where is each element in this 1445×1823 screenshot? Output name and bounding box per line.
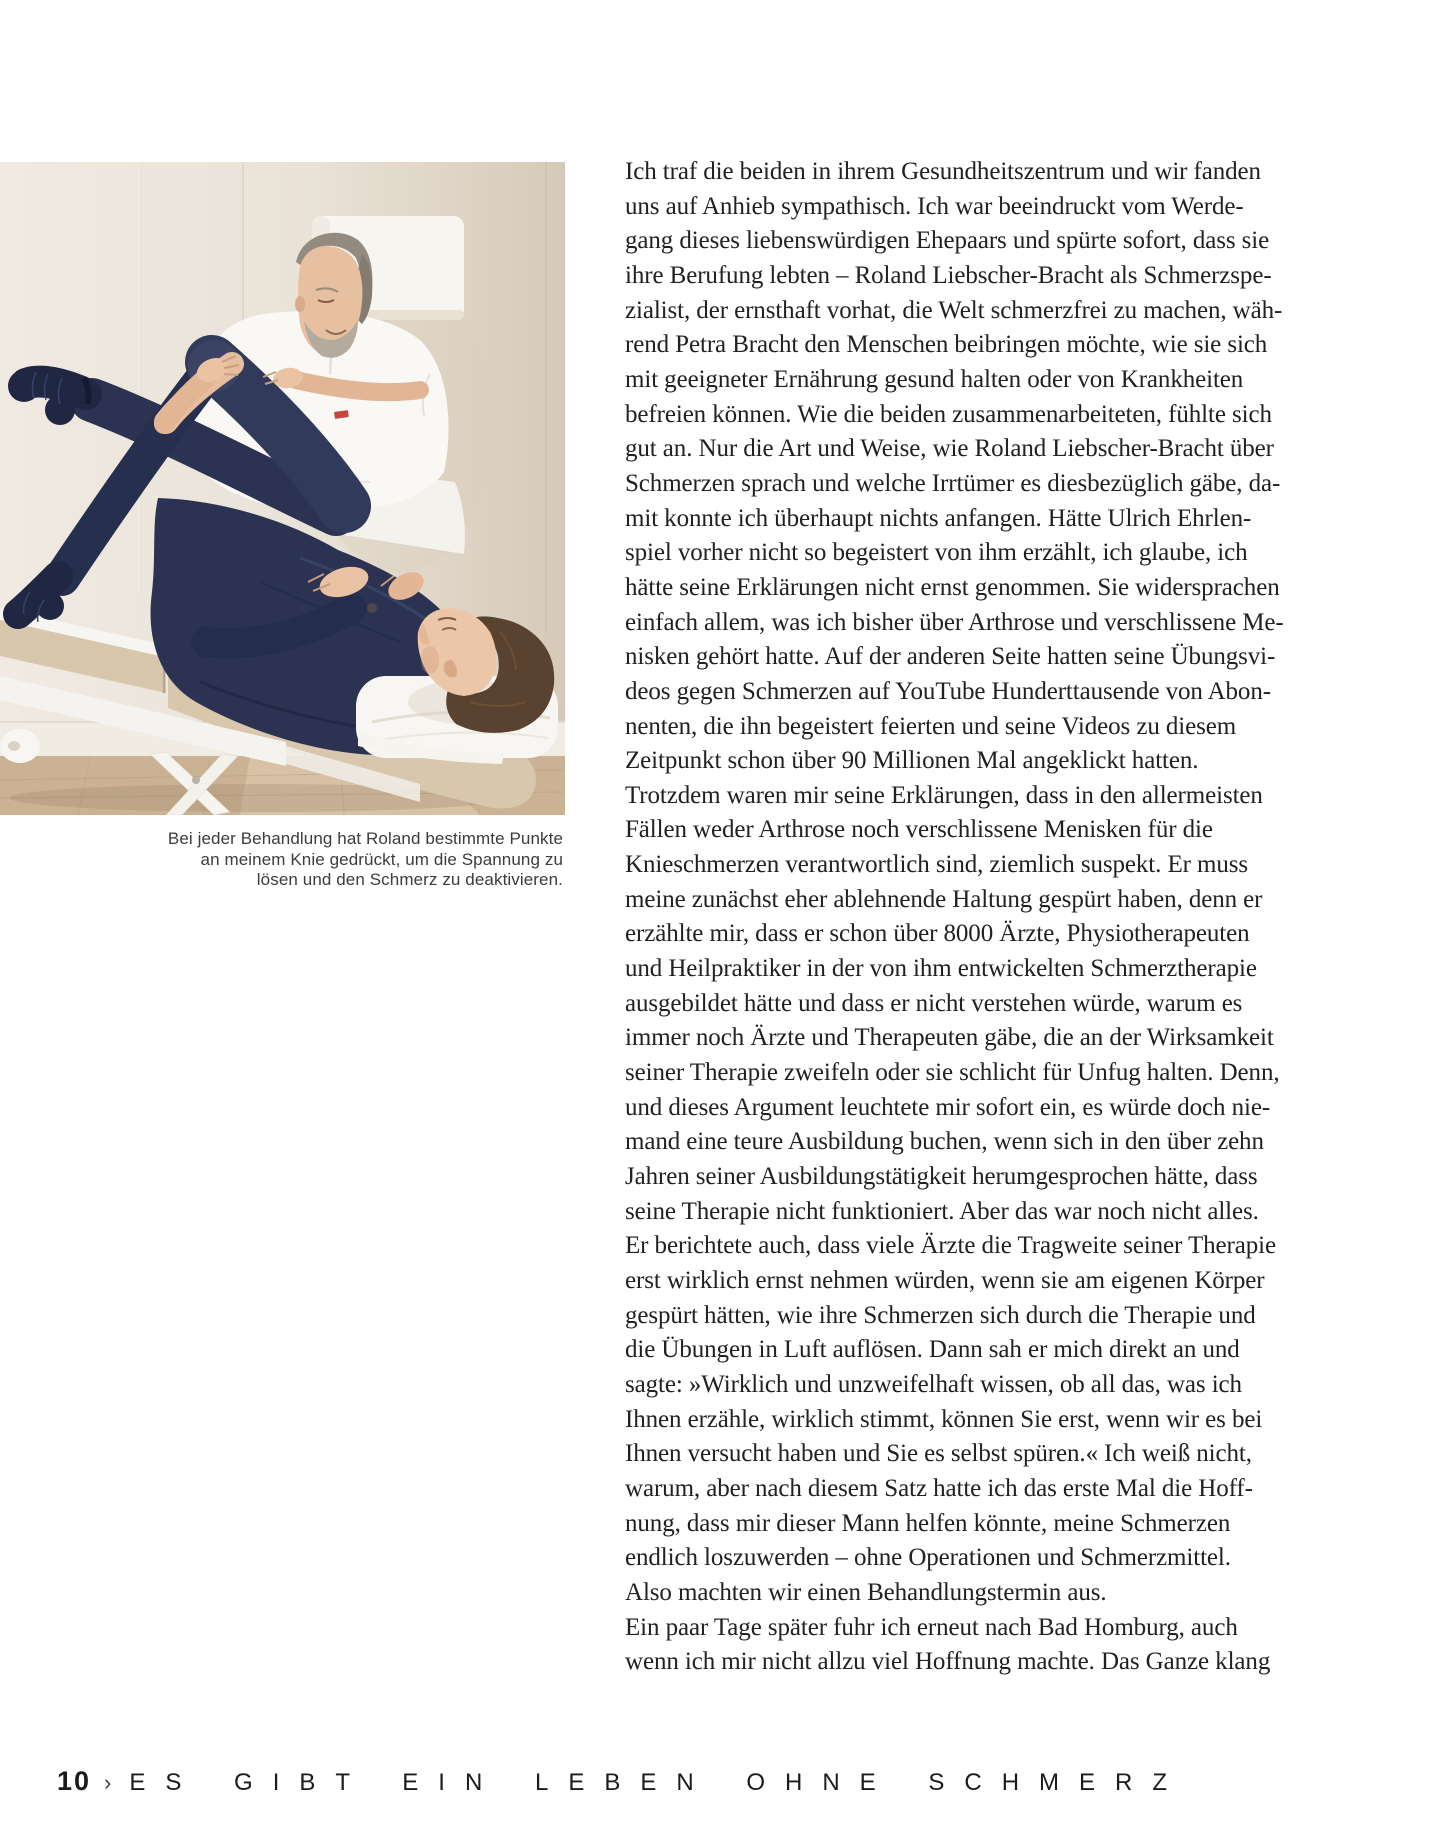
text-line: seine Therapie nicht funktioniert. Aber das war noch nicht alles.: [625, 1197, 1259, 1225]
text-line: Also machten wir einen Behandlungstermin aus.: [625, 1578, 1107, 1606]
text-line: immer noch Ärzte und Therapeuten gäbe, die an der Wirksamkeit: [625, 1024, 1274, 1052]
text-line: erst wirklich ernst nehmen würden, wenn sie am eigenen Körper: [625, 1267, 1265, 1294]
photo-caption: [0, 829, 563, 891]
running-title: ES GIBT EIN LEBEN OHNE SCHMERZ: [129, 1769, 1188, 1796]
text-line: meine zunächst eher ablehnende Haltung gespürt haben, denn er: [625, 885, 1263, 913]
text-line: nisken gehört hatte. Auf der anderen Seite hatten seine Übungsvi-: [625, 643, 1276, 671]
text-line: ihre Berufung lebten – Roland Liebscher-Bracht als Schmerzspe-: [625, 261, 1272, 289]
text-line: hätte seine Erklärungen nicht ernst genommen. Sie widersprachen: [625, 573, 1280, 601]
text-line: endlich loszuwerden – ohne Operationen und Schmerzmittel.: [625, 1544, 1231, 1572]
text-line: spiel vorher nicht so begeistert von ihm erzählt, ich glaube, ich: [625, 539, 1248, 567]
text-line: deos gegen Schmerzen auf YouTube Hunderttausende von Abon-: [625, 677, 1271, 705]
text-line: Ihnen versucht haben und Sie es selbst spüren.« Ich weiß nicht,: [625, 1440, 1252, 1468]
chevron-separator-icon: ›: [104, 1770, 112, 1795]
text-line: sagte: »Wirklich und unzweifelhaft wissen, ob all das, was ich: [625, 1370, 1242, 1398]
text-line: rend Petra Bracht den Menschen beibringen möchte, wie sie sich: [625, 331, 1268, 359]
text-line: Trotzdem waren mir seine Erklärungen, dass in den allermeisten: [625, 781, 1263, 809]
text-line: Er berichtete auch, dass viele Ärzte die Tragweite seiner Therapie: [625, 1232, 1277, 1260]
text-line: Schmerzen sprach und welche Irrtümer es diesbezüglich gäbe, da-: [625, 469, 1281, 497]
text-line: nenten, die ihn begeistert feierten und seine Videos zu diesem: [625, 712, 1237, 740]
text-line: und dieses Argument leuchtete mir sofort ein, es würde doch nie-: [625, 1093, 1271, 1121]
text-line: warum, aber nach diesem Satz hatte ich das erste Mal die Hoff-: [625, 1474, 1253, 1502]
text-line: Jahren seiner Ausbildungstätigkeit herumgesprochen hätte, dass: [625, 1163, 1258, 1191]
text-line: mand eine teure Ausbildung buchen, wenn sich in den über zehn: [625, 1128, 1264, 1156]
text-line: uns auf Anhieb sympathisch. Ich war beeindruckt vom Werde-: [625, 192, 1244, 220]
text-line: gang dieses liebenswürdigen Ehepaars und spürte sofort, dass sie: [625, 227, 1270, 255]
text-line: wenn ich mir nicht allzu viel Hoffnung machte. Das Ganze klang: [625, 1648, 1271, 1676]
text-line: ausgebildet hätte und dass er nicht verstehen würde, warum es: [625, 989, 1243, 1017]
caption-line: lösen und den Schmerz zu deaktivieren.: [256, 870, 563, 889]
text-line: Knieschmerzen verantwortlich sind, ziemlich suspekt. Er muss: [625, 851, 1249, 879]
text-line: Fällen weder Arthrose noch verschlissene Menisken für die: [625, 816, 1213, 844]
text-line: seiner Therapie zweifeln oder sie schlicht für Unfug halten. Denn,: [625, 1059, 1280, 1087]
text-line: befreien können. Wie die beiden zusammenarbeiteten, fühlte sich: [625, 400, 1272, 428]
text-line: die Übungen in Luft auflösen. Dann sah er mich direkt an und: [625, 1336, 1240, 1364]
text-line: gespürt hätten, wie ihre Schmerzen sich durch die Therapie und: [625, 1301, 1256, 1329]
text-line: zialist, der ernsthaft vorhat, die Welt schmerzfrei zu machen, wäh-: [625, 296, 1283, 324]
text-line: gut an. Nur die Art und Weise, wie Roland Liebscher-Bracht über: [625, 435, 1274, 463]
text-line: mit konnte ich überhaupt nichts anfangen. Hätte Ulrich Ehrlen-: [625, 504, 1252, 532]
text-line: mit geeigneter Ernährung gesund halten oder von Krankheiten: [625, 365, 1244, 393]
text-line: nung, dass mir dieser Mann helfen könnte, meine Schmerzen: [625, 1509, 1231, 1537]
text-line: Zeitpunkt schon über 90 Millionen Mal angeklickt hatten.: [625, 747, 1199, 775]
page-footer: [57, 1766, 1187, 1797]
text-line: Ein paar Tage später fuhr ich erneut nach Bad Homburg, auch: [625, 1613, 1238, 1641]
caption-line: Bei jeder Behandlung hat Roland bestimmte Punkte: [167, 829, 563, 848]
page-number: 10: [57, 1766, 92, 1796]
body-text-column: [625, 155, 1284, 1680]
treatment-photo: [0, 162, 565, 815]
text-line: und Heilpraktiker in der von ihm entwickelten Schmerztherapie: [625, 955, 1257, 983]
treatment-photo-illustration: [0, 162, 565, 815]
text-line: einfach allem, was ich bisher über Arthrose und verschlissene Me-: [625, 608, 1284, 636]
text-line: erzählte mir, dass er schon über 8000 Ärzte, Physiotherapeuten: [625, 920, 1250, 948]
text-line: Ihnen erzähle, wirklich stimmt, können Sie erst, wenn wir es bei: [625, 1405, 1263, 1433]
caption-line: an meinem Knie gedrückt, um die Spannung zu: [200, 849, 563, 869]
text-line: Ich traf die beiden in ihrem Gesundheitszentrum und wir fanden: [625, 158, 1261, 185]
